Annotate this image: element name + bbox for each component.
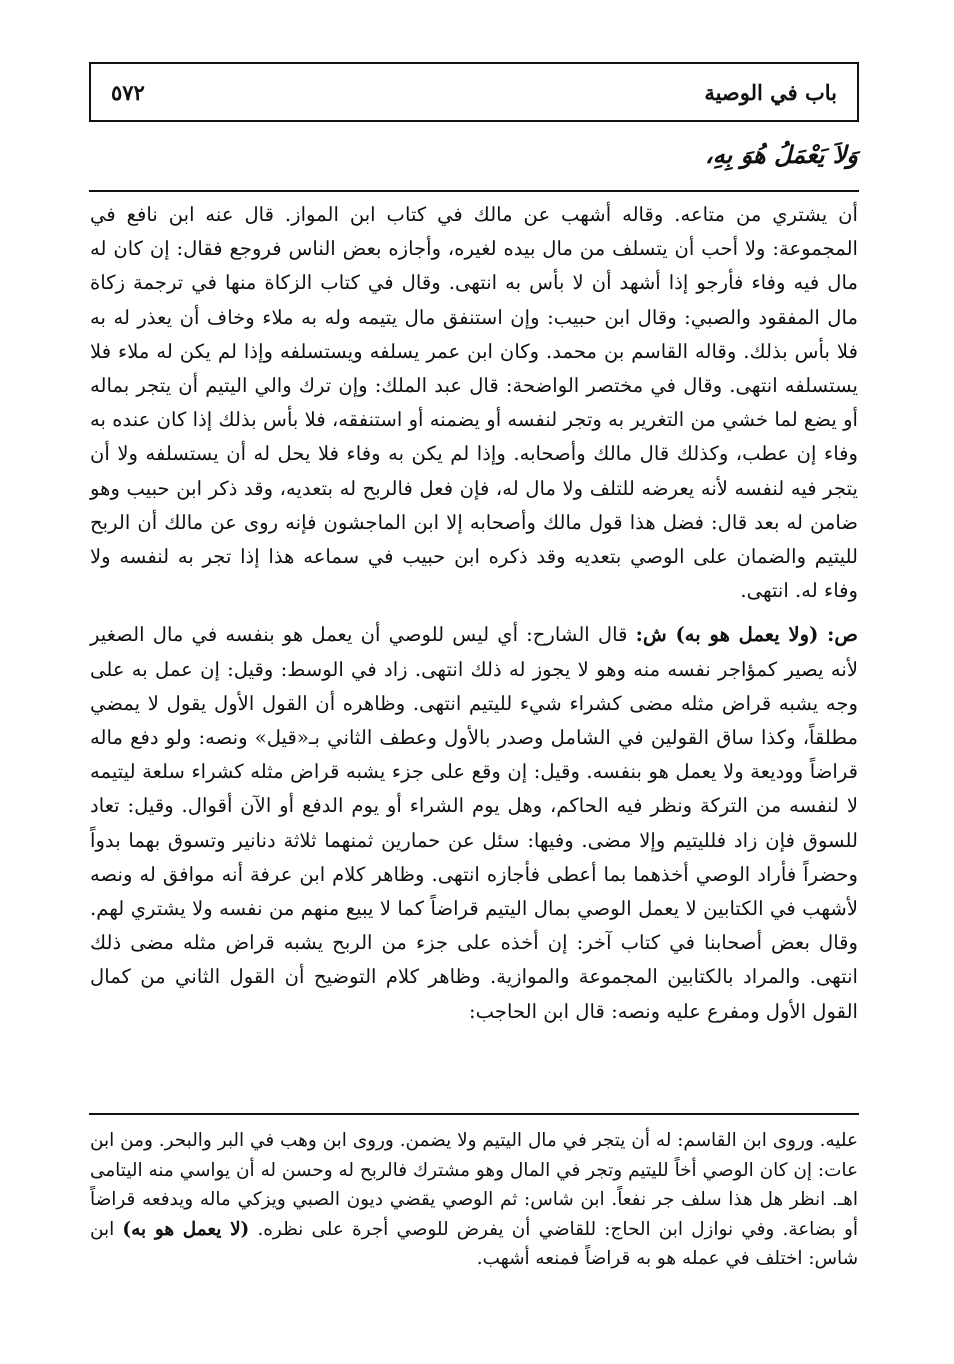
paragraph-lead: ص: (ولا يعمل هو به) ش: bbox=[635, 623, 859, 647]
chapter-title: باب في الوصية bbox=[704, 79, 837, 105]
commentary-paragraph-2 bbox=[90, 618, 858, 1028]
page-header bbox=[89, 62, 859, 122]
commentary bbox=[90, 198, 858, 1029]
paragraph-body: قال الشارح: أي ليس للوصي أن يعمل هو بنفسه في مال الصغير لأنه يصير كمؤاجر نفسه منه وهو لا يجوز له ذلك انتهى. زاد في الوسط: وقيل: إن عمل به على وجه يشبه قراض مثله مضى كشراء شيء لليتيم انتهى. وظاهره أن القول الأول يقول لا يمضي مطلقاً، وكذا ساق القولين في الشامل وصدر بالأول وعطف الثاني بـ«قيل» ونصه: ولو دفع ماله قراضاً ووديعة ولا يعمل هو بنفسه. وقيل: إن وقع على جزء يشبه قراض مثله كشراء سلعة ليتيمه لا لنفسه من التركة ونظر فيه الحاكم، وهل يوم الشراء أو يوم الدفع أو الآن أقوال. وقيل: تعاد للسوق فإن زاد فلليتيم وإلا مضى. وفيها: سئل عن حمارين ثمنهما ثلاثة دنانير وتسوق بهما بدواً وحضراً فأراد الوصي أخذهما بما أعطى فأجازه انتهى. وظاهر كلام ابن عرفة أنه موافق له ونصه لأشهب في الكتابين لا يعمل الوصي بمال اليتيم قراضاً كما لا يبيع منهم من نفسه ولا يشتري لهم. وقال بعض أصحابنا في كتاب آخر: إن أخذه على جزء من الربح يشبه قراض مثله مضى ذلك انتهى. والمراد بالكتابين المجموعة والموازية. وظاهر كلام التوضيح أن القول الثاني من كمال القول الأول ومفرع عليه ونصه: قال ابن الحاجب: bbox=[90, 623, 858, 1023]
footnote-tail: ابن شاس: اختلف في عمله هو به قراضاً فمنعه أشهب. bbox=[90, 1218, 858, 1269]
footnote-text: عليه. وروى ابن القاسم: له أن يتجر في مال اليتيم ولا يضمن. وروى ابن وهب في البر والبحر. ومن ابن عات: إن كان الوصي أخاً لليتيم وتجر في المال وهو مشترك فالربح له وحسن له أن يواسي منه اليتامى اهـ. انظر هل هذا سلف جر نفعاً. ابن شاس: ثم الوصي يقضي ديون الصبي ويزكي ماله ويدفعه قراضاً أو بضاعة. وفي نوازل ابن الحاج: للقاضي أن يفرض للوصي أجرة على نظره. bbox=[90, 1130, 859, 1240]
footnote-lead: (لا يعمل هو به) bbox=[122, 1218, 250, 1240]
matn-text: وَلاَ يَعْمَلُ هُوَ بِهِ، bbox=[705, 140, 858, 169]
footnote bbox=[90, 1126, 858, 1274]
footnote-divider bbox=[89, 1113, 859, 1115]
top-divider bbox=[89, 190, 859, 192]
commentary-paragraph-1: أن يشتري من متاعه. وقاله أشهب عن مالك في كتاب ابن المواز. قال عنه ابن نافع في المجموعة: ولا أحب أن يتسلف من مال بيده لغيره، وأجازه بعض الناس فروجع فقال: إن كان له مال فيه وفاء فأرجو إذا أشهد أن لا بأس به انتهى. وقال في كتاب الزكاة منها في ترجمة زكاة مال المفقود والصبي: وقال ابن حبيب: وإن استنفق مال يتيمه وله به ملاء وخاف أن يعذر له به فلا بأس بذلك. وقاله القاسم بن محمد. وكان ابن عمر يسلفه ويستسلفه وإذا لم يكن له ملاء فلا يستسلفه انتهى. وقال في مختصر الواضحة: قال عبد الملك: وإن ترك والي اليتيم أن يتجر بماله أو يضع لما خشي من التغرير به وتجر لنفسه أو يضمنه أو استنفقه، فلا بأس بذلك إذا كان عنده به وفاء إن عطب، وكذلك قال مالك وأصحابه. وإذا لم يكن به وفاء فلا يحل له أن يستسلفه ولا أن يتجر فيه لنفسه لأنه يعرضه للتلف ولا مال له، فإن فعل فالربح له بتعديه، وقد ذكر ابن حبيب وهو ضامن له بعد قال: فضل هذا قول مالك وأصحابه إلا ابن الماجشون فإنه روى عن مالك أن الربح لليتيم والضمان على الوصي بتعديه وقد ذكره ابن حبيب في سماعه هذا إذا تجر به لنفسه ولا وفاء له. انتهى. bbox=[90, 203, 858, 603]
page-number: ٥٧٢ bbox=[111, 79, 145, 105]
